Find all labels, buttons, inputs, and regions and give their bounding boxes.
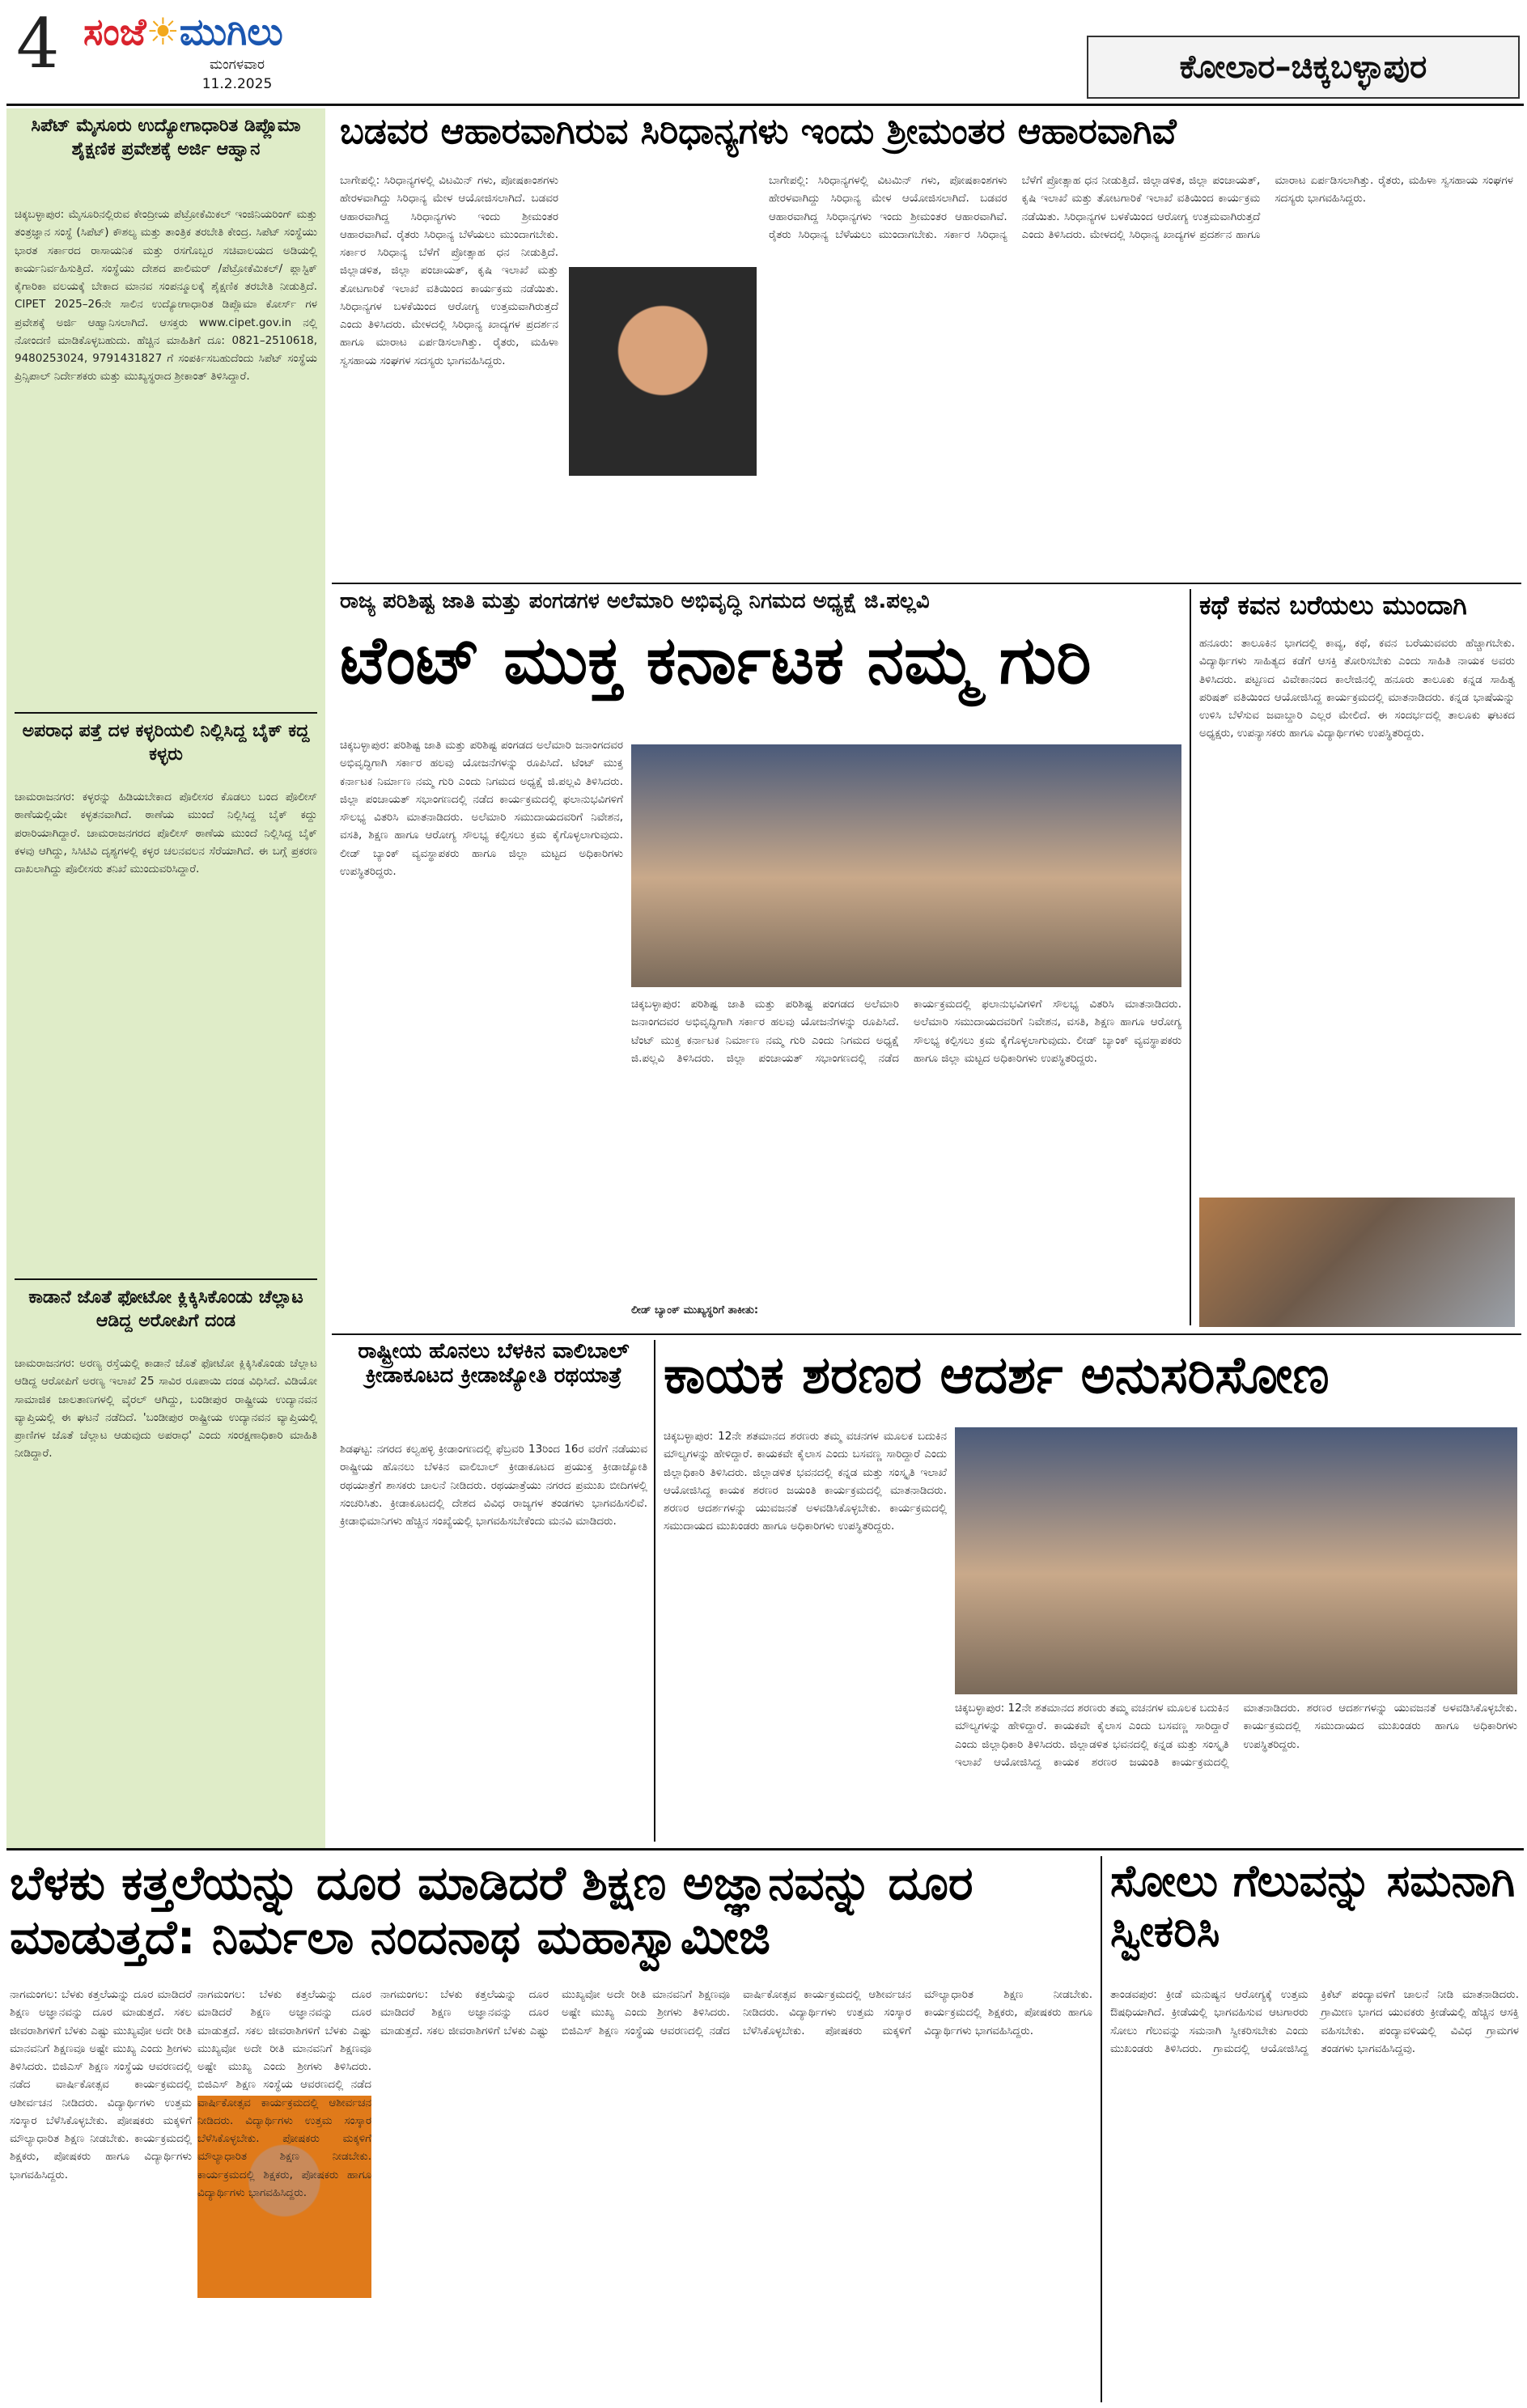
masthead — [6, 5, 1524, 102]
paper-name-part2: ಮುಗಿಲು — [179, 10, 283, 53]
top-story-body-cont: ಬಾಗೇಪಲ್ಲಿ: ಸಿರಿಧಾನ್ಯಗಳಲ್ಲಿ ವಿಟಮಿನ್ ಗಳು, ಪೋಷಕಾಂಶಗಳು ಹೇರಳವಾಗಿದ್ದು ಸಿರಿಧಾನ್ಯ ಮೇಳ ಆಯೋಜಿಸಲಾಗಿದೆ. ಬಡವರ ಆಹಾರವಾಗಿದ್ದ ಸಿರಿಧಾನ್ಯಗಳು ಇಂದು ಶ್ರೀಮಂತರ ಆಹಾರವಾಗಿವೆ. ರೈತರು ಸಿರಿಧಾನ್ಯ ಬೆಳೆಯಲು ಮುಂದಾಗಬೇಕು. ಸರ್ಕಾರ ಸಿರಿಧಾನ್ಯ ಬೆಳೆಗೆ ಪ್ರೋತ್ಸಾಹ ಧನ ನೀಡುತ್ತಿದೆ. ಜಿಲ್ಲಾಡಳಿತ, ಜಿಲ್ಲಾ ಪಂಚಾಯತ್, ಕೃಷಿ ಇಲಾಖೆ ಮತ್ತು ತೋಟಗಾರಿಕೆ ಇಲಾಖೆ ವತಿಯಿಂದ ಕಾರ್ಯಕ್ರಮ ನಡೆಯಿತು. ಸಿರಿಧಾನ್ಯಗಳ ಬಳಕೆಯಿಂದ ಆರೋಗ್ಯ ಉತ್ತಮವಾಗಿರುತ್ತದೆ ಎಂದು ತಿಳಿಸಿದರು. ಮೇಳದಲ್ಲಿ ಸಿರಿಧಾನ್ಯ ಖಾದ್ಯಗಳ ಪ್ರದರ್ಶನ ಹಾಗೂ ಮಾರಾಟ ಏರ್ಪಡಿಸಲಾಗಿತ್ತು. ರೈತರು, ಮಹಿಳಾ ಸ್ವಸಹಾಯ ಸಂಘಗಳ ಸದಸ್ಯರು ಭಾಗವಹಿಸಿದ್ದರು. — [769, 174, 1513, 241]
top-story-headline: ಬಡವರ ಆಹಾರವಾಗಿರುವ ಸಿರಿಧಾನ್ಯಗಳು ಇಂದು ಶ್ರೀಮಂತರ ಆಹಾರವಾಗಿವೆ — [340, 111, 1177, 152]
second-story-body-left: ಚಿಕ್ಕಬಳ್ಳಾಪುರ: ಪರಿಶಿಷ್ಟ ಜಾತಿ ಮತ್ತು ಪರಿಶಿಷ್ಟ ಪಂಗಡದ ಅಲೆಮಾರಿ ಜನಾಂಗದವರ ಅಭಿವೃದ್ಧಿಗಾಗಿ ಸರ್ಕಾರ ಹಲವು ಯೋಜನೆಗಳನ್ನು ರೂಪಿಸಿದೆ. ಟೆಂಟ್ ಮುಕ್ತ ಕರ್ನಾಟಕ ನಿರ್ಮಾಣ ನಮ್ಮ ಗುರಿ ಎಂದು ನಿಗಮದ ಅಧ್ಯಕ್ಷೆ ಜಿ.ಪಲ್ಲವಿ ತಿಳಿಸಿದರು. ಜಿಲ್ಲಾ ಪಂಚಾಯತ್ ಸಭಾಂಗಣದಲ್ಲಿ ನಡೆದ ಕಾರ್ಯಕ್ರಮದಲ್ಲಿ ಫಲಾನುಭವಿಗಳಿಗೆ ಸೌಲಭ್ಯ ವಿತರಿಸಿ ಮಾತನಾಡಿದರು. ಅಲೆಮಾರಿ ಸಮುದಾಯದವರಿಗೆ ನಿವೇಶನ, ವಸತಿ, ಶಿಕ್ಷಣ ಹಾಗೂ ಆರೋಗ್ಯ ಸೌಲಭ್ಯ ಕಲ್ಪಿಸಲು ಕ್ರಮ ಕೈಗೊಳ್ಳಲಾಗುವುದು. ಲೀಡ್ ಬ್ಯಾಂಕ್ ವ್ಯವಸ್ಥಾಪಕರು ಹಾಗೂ ಜಿಲ್ಲಾ ಮಟ್ಟದ ಅಧಿಕಾರಿಗಳು ಉಪಸ್ಥಿತರಿದ್ದರು. — [340, 739, 623, 878]
kayaka-body-left: ಚಿಕ್ಕಬಳ್ಳಾಪುರ: 12ನೇ ಶತಮಾನದ ಶರಣರು ತಮ್ಮ ವಚನಗಳ ಮೂಲಕ ಬದುಕಿನ ಮೌಲ್ಯಗಳನ್ನು ಹೇಳಿದ್ದಾರೆ. ಕಾಯಕವೇ ಕೈಲಾಸ ಎಂದು ಬಸವಣ್ಣ ಸಾರಿದ್ದಾರೆ ಎಂದು ಜಿಲ್ಲಾಧಿಕಾರಿ ತಿಳಿಸಿದರು. ಜಿಲ್ಲಾಡಳಿತ ಭವನದಲ್ಲಿ ಕನ್ನಡ ಮತ್ತು ಸಂಸ್ಕೃತಿ ಇಲಾಖೆ ಆಯೋಜಿಸಿದ್ದ ಕಾಯಕ ಶರಣರ ಜಯಂತಿ ಕಾರ್ಯಕ್ರಮದಲ್ಲಿ ಮಾತನಾಡಿದರು. ಶರಣರ ಆದರ್ಶಗಳನ್ನು ಯುವಜನತೆ ಅಳವಡಿಸಿಕೊಳ್ಳಬೇಕು. ಕಾರ್ಯಕ್ರಮದಲ್ಲಿ ಸಮುದಾಯದ ಮುಖಂಡರು ಹಾಗೂ ಅಧಿಕಾರಿಗಳು ಉಪಸ್ಥಿತರಿದ್ದರು. — [664, 1430, 947, 1533]
bottom-left-body-c: ನಾಗಮಂಗಲ: ಬೆಳಕು ಕತ್ತಲೆಯನ್ನು ದೂರ ಮಾಡಿದರೆ ಶಿಕ್ಷಣ ಅಜ್ಞಾನವನ್ನು ದೂರ ಮಾಡುತ್ತದೆ. ಸಕಲ ಜೀವರಾಶಿಗಳಿಗೆ ಬೆಳಕು ಎಷ್ಟು ಮುಖ್ಯವೋ ಅದೇ ರೀತಿ ಮಾನವನಿಗೆ ಶಿಕ್ಷಣವೂ ಅಷ್ಟೇ ಮುಖ್ಯ ಎಂದು ಶ್ರೀಗಳು ತಿಳಿಸಿದರು. ಬಿಜಿಎಸ್ ಶಿಕ್ಷಣ ಸಂಸ್ಥೆಯ ಆವರಣದಲ್ಲಿ ನಡೆದ ವಾರ್ಷಿಕೋತ್ಸವ ಕಾರ್ಯಕ್ರಮದಲ್ಲಿ ಆಶೀರ್ವಚನ ನೀಡಿದರು. ವಿದ್ಯಾರ್ಥಿಗಳು ಉತ್ತಮ ಸಂಸ್ಕಾರ ಬೆಳೆಸಿಕೊಳ್ಳಬೇಕು. ಪೋಷಕರು ಮಕ್ಕಳಿಗೆ ಮೌಲ್ಯಾಧಾರಿತ ಶಿಕ್ಷಣ ನೀಡಬೇಕು. ಕಾರ್ಯಕ್ರಮದಲ್ಲಿ ಶಿಕ್ಷಕರು, ಪೋಷಕರು ಹಾಗೂ ವಿದ್ಯಾರ್ಥಿಗಳು ಭಾಗವಹಿಸಿದ್ದರು. — [380, 1988, 1092, 2037]
bottom-right-vrule — [1101, 1856, 1102, 2402]
bottom-rule — [6, 1848, 1524, 1851]
paper-name-part1: ಸಂಜೆ — [83, 10, 146, 53]
bottom-right-body: ತಾಂಡವಪುರ: ಕ್ರೀಡೆ ಮನುಷ್ಯನ ಆರೋಗ್ಯಕ್ಕೆ ಉತ್ತಮ ಔಷಧಿಯಾಗಿದೆ. ಕ್ರೀಡೆಯಲ್ಲಿ ಭಾಗವಹಿಸುವ ಆಟಗಾರರು ಸೋಲು ಗೆಲುವನ್ನು ಸಮನಾಗಿ ಸ್ವೀಕರಿಸಬೇಕು ಎಂದು ಮುಖಂಡರು ತಿಳಿಸಿದರು. ಗ್ರಾಮದಲ್ಲಿ ಆಯೋಜಿಸಿದ್ದ ಕ್ರಿಕೆಟ್ ಪಂದ್ಯಾವಳಿಗೆ ಚಾಲನೆ ನೀಡಿ ಮಾತನಾಡಿದರು. ಗ್ರಾಮೀಣ ಭಾಗದ ಯುವಕರು ಕ್ರೀಡೆಯಲ್ಲಿ ಹೆಚ್ಚಿನ ಆಸಕ್ತಿ ವಹಿಸಬೇಕು. ಪಂದ್ಯಾವಳಿಯಲ್ಲಿ ವಿವಿಧ ಗ್ರಾಮಗಳ ತಂಡಗಳು ಭಾಗವಹಿಸಿದ್ದವು. — [1110, 1988, 1519, 2055]
second-story-headline: ಟೆಂಟ್ ಮುಕ್ತ ಕರ್ನಾಟಕ ನಮ್ಮ ಗುರಿ — [340, 622, 1092, 699]
left-item3-body: ಚಾಮರಾಜನಗರ: ಅರಣ್ಯ ರಸ್ತೆಯಲ್ಲಿ ಕಾಡಾನೆ ಜೊತೆ ಫೋಟೋ ಕ್ಲಿಕ್ಕಿಸಿಕೊಂಡು ಚೆಲ್ಲಾಟ ಆಡಿದ್ದ ಆರೋಪಿಗೆ ಅರಣ್ಯ ಇಲಾಖೆ 25 ಸಾವಿರ ರೂಪಾಯಿ ದಂಡ ವಿಧಿಸಿದೆ. ವಿಡಿಯೋ ಸಾಮಾಜಿಕ ಜಾಲತಾಣಗಳಲ್ಲಿ ವೈರಲ್ ಆಗಿದ್ದು, ಬಂಡೀಪುರ ರಾಷ್ಟ್ರೀಯ ಉದ್ಯಾನವನ ವ್ಯಾಪ್ತಿಯಲ್ಲಿ ಈ ಘಟನೆ ನಡೆದಿದೆ. 'ಬಂಡೀಪುರ ರಾಷ್ಟ್ರೀಯ ಉದ್ಯಾನವನ ವ್ಯಾಪ್ತಿಯಲ್ಲಿ ಪ್ರಾಣಿಗಳ ಜೊತೆ ಚೆಲ್ಲಾಟ ಆಡುವುದು ಅಪರಾಧ' ಎಂದು ಸಂರಕ್ಷಣಾಧಿಕಾರಿ ಮಾಹಿತಿ ನೀಡಿದ್ದಾರೆ. — [15, 1357, 317, 1460]
second-story-kicker: ರಾಜ್ಯ ಪರಿಶಿಷ್ಟ ಜಾತಿ ಮತ್ತು ಪಂಗಡಗಳ ಅಲೆಮಾರಿ ಅಭಿವೃದ್ಧಿ ನಿಗಮದ ಅಧ್ಯಕ್ಷೆ ಜಿ.ಪಲ್ಲವಿ — [340, 589, 930, 613]
left-column — [6, 108, 325, 1848]
paper-name — [83, 10, 326, 58]
second-story-photo — [631, 744, 1181, 987]
top-story-rule — [332, 583, 1521, 584]
right-story-body: ಹನೂರು: ತಾಲೂಕಿನ ಭಾಗದಲ್ಲಿ ಕಾವ್ಯ, ಕಥೆ, ಕವನ ಬರೆಯುವವರು ಹೆಚ್ಚಾಗಬೇಕು. ವಿದ್ಯಾರ್ಥಿಗಳು ಸಾಹಿತ್ಯದ ಕಡೆಗೆ ಆಸಕ್ತಿ ತೋರಿಸಬೇಕು ಎಂದು ಸಾಹಿತಿ ನಾಯಕ ಅವರು ತಿಳಿಸಿದರು. ಪಟ್ಟಣದ ವಿವೇಕಾನಂದ ಕಾಲೇಜಿನಲ್ಲಿ ಹನೂರು ತಾಲೂಕು ಕನ್ನಡ ಸಾಹಿತ್ಯ ಪರಿಷತ್ ವತಿಯಿಂದ ಆಯೋಜಿಸಿದ್ದ ಕಾರ್ಯಕ್ರಮದಲ್ಲಿ ಮಾತನಾಡಿದರು. ಕನ್ನಡ ಭಾಷೆಯನ್ನು ಉಳಿಸಿ ಬೆಳೆಸುವ ಜವಾಬ್ದಾರಿ ಎಲ್ಲರ ಮೇಲಿದೆ. ಈ ಸಂದರ್ಭದಲ್ಲಿ ತಾಲೂಕು ಘಟಕದ ಅಧ್ಯಕ್ಷರು, ಉಪನ್ಯಾಸಕರು ಹಾಗೂ ವಿದ್ಯಾರ್ಥಿಗಳು ಉಪಸ್ಥಿತರಿದ್ದರು. — [1199, 637, 1515, 740]
left-item3-title: ಕಾಡಾನೆ ಜೊತೆ ಫೋಟೋ ಕ್ಲಿಕ್ಕಿಸಿಕೊಂಡು ಚೆಲ್ಲಾಟ ಆಡಿದ್ದ ಅರೋಪಿಗೆ ದಂಡ — [28, 1287, 303, 1331]
bottom-left-headline: ಬೆಳಕು ಕತ್ತಲೆಯನ್ನು ದೂರ ಮಾಡಿದರೆ ಶಿಕ್ಷಣ ಅಜ್ಞಾನವನ್ನು ದೂರ ಮಾಡುತ್ತದೆ: ನಿರ್ಮಲಾ ನಂದನಾಥ ಮಹಾಸ್ವಾಮೀಜಿ — [10, 1855, 973, 1965]
second-story-caption: ಲೀಡ್ ಬ್ಯಾಂಕ್ ಮುಖ್ಯಸ್ಥರಿಗೆ ತಾಕೀತು: — [631, 1304, 759, 1316]
bottom-left-body-b: ನಾಗಮಂಗಲ: ಬೆಳಕು ಕತ್ತಲೆಯನ್ನು ದೂರ ಮಾಡಿದರೆ ಶಿಕ್ಷಣ ಅಜ್ಞಾನವನ್ನು ದೂರ ಮಾಡುತ್ತದೆ. ಸಕಲ ಜೀವರಾಶಿಗಳಿಗೆ ಬೆಳಕು ಎಷ್ಟು ಮುಖ್ಯವೋ ಅದೇ ರೀತಿ ಮಾನವನಿಗೆ ಶಿಕ್ಷಣವೂ ಅಷ್ಟೇ ಮುಖ್ಯ ಎಂದು ಶ್ರೀಗಳು ತಿಳಿಸಿದರು. ಬಿಜಿಎಸ್ ಶಿಕ್ಷಣ ಸಂಸ್ಥೆಯ ಆವರಣದಲ್ಲಿ ನಡೆದ ವಾರ್ಷಿಕೋತ್ಸವ ಕಾರ್ಯಕ್ರಮದಲ್ಲಿ ಆಶೀರ್ವಚನ ನೀಡಿದರು. ವಿದ್ಯಾರ್ಥಿಗಳು ಉತ್ತಮ ಸಂಸ್ಕಾರ ಬೆಳೆಸಿಕೊಳ್ಳಬೇಕು. ಪೋಷಕರು ಮಕ್ಕಳಿಗೆ ಮೌಲ್ಯಾಧಾರಿತ ಶಿಕ್ಷಣ ನೀಡಬೇಕು. ಕಾರ್ಯಕ್ರಮದಲ್ಲಿ ಶಿಕ್ಷಕರು, ಪೋಷಕರು ಹಾಗೂ ವಿದ್ಯಾರ್ಥಿಗಳು ಭಾಗವಹಿಸಿದ್ದರು. — [197, 1988, 371, 2199]
volleyball-body: ಶಿಡಘಟ್ಟ: ನಗರದ ಕಲ್ವಹಳ್ಳಿ ಕ್ರೀಡಾಂಗಣದಲ್ಲಿ ಫೆಬ್ರವರಿ 13ರಿಂದ 16ರ ವರೆಗೆ ನಡೆಯುವ ರಾಷ್ಟ್ರೀಯ ಹೊನಲು ಬೆಳಕಿನ ವಾಲಿಬಾಲ್ ಕ್ರೀಡಾಕೂಟದ ಪ್ರಯುಕ್ತ ಕ್ರೀಡಾಜ್ಯೋತಿ ರಥಯಾತ್ರೆಗೆ ಶಾಸಕರು ಚಾಲನೆ ನೀಡಿದರು. ರಥಯಾತ್ರೆಯು ನಗರದ ಪ್ರಮುಖ ಬೀದಿಗಳಲ್ಲಿ ಸಂಚರಿಸಿತು. ಕ್ರೀಡಾಕೂಟದಲ್ಲಿ ದೇಶದ ವಿವಿಧ ರಾಜ್ಯಗಳ ತಂಡಗಳು ಭಾಗವಹಿಸಲಿವೆ. ಕ್ರೀಡಾಭಿಮಾನಿಗಳು ಹೆಚ್ಚಿನ ಸಂಖ್ಯೆಯಲ್ಲಿ ಭಾಗವಹಿಸಬೇಕೆಂದು ಮನವಿ ಮಾಡಿದರು. — [340, 1443, 647, 1528]
bottom-left-body-a: ನಾಗಮಂಗಲ: ಬೆಳಕು ಕತ್ತಲೆಯನ್ನು ದೂರ ಮಾಡಿದರೆ ಶಿಕ್ಷಣ ಅಜ್ಞಾನವನ್ನು ದೂರ ಮಾಡುತ್ತದೆ. ಸಕಲ ಜೀವರಾಶಿಗಳಿಗೆ ಬೆಳಕು ಎಷ್ಟು ಮುಖ್ಯವೋ ಅದೇ ರೀತಿ ಮಾನವನಿಗೆ ಶಿಕ್ಷಣವೂ ಅಷ್ಟೇ ಮುಖ್ಯ ಎಂದು ಶ್ರೀಗಳು ತಿಳಿಸಿದರು. ಬಿಜಿಎಸ್ ಶಿಕ್ಷಣ ಸಂಸ್ಥೆಯ ಆವರಣದಲ್ಲಿ ನಡೆದ ವಾರ್ಷಿಕೋತ್ಸವ ಕಾರ್ಯಕ್ರಮದಲ್ಲಿ ಆಶೀರ್ವಚನ ನೀಡಿದರು. ವಿದ್ಯಾರ್ಥಿಗಳು ಉತ್ತಮ ಸಂಸ್ಕಾರ ಬೆಳೆಸಿಕೊಳ್ಳಬೇಕು. ಪೋಷಕರು ಮಕ್ಕಳಿಗೆ ಮೌಲ್ಯಾಧಾರಿತ ಶಿಕ್ಷಣ ನೀಡಬೇಕು. ಕಾರ್ಯಕ್ರಮದಲ್ಲಿ ಶಿಕ್ಷಕರು, ಪೋಷಕರು ಹಾಗೂ ವಿದ್ಯಾರ್ಥಿಗಳು ಭಾಗವಹಿಸಿದ್ದರು. — [10, 1988, 192, 2181]
issue-date: 11.2.2025 — [201, 76, 273, 92]
left-item2-body: ಚಾಮರಾಜನಗರ: ಕಳ್ಳರನ್ನು ಹಿಡಿಯಬೇಕಾದ ಪೊಲೀಸರ ಕೊಡಲು ಬಂದ ಪೊಲೀಸ್ ಠಾಣೆಯಲ್ಲಿಯೇ ಕಳ್ಳತನವಾಗಿದೆ. ಠಾಣೆಯ ಮುಂದೆ ನಿಲ್ಲಿಸಿದ್ದ ಬೈಕ್ ಕದ್ದು ಪರಾರಿಯಾಗಿದ್ದಾರೆ. ಚಾಮರಾಜನಗರದ ಪೊಲೀಸ್ ಠಾಣೆಯ ಮುಂದೆ ನಿಲ್ಲಿಸಿದ್ದ ಬೈಕ್ ಕಳವು ಆಗಿದ್ದು, ಸಿಸಿಟಿವಿ ದೃಶ್ಯಗಳಲ್ಲಿ ಕಳ್ಳರ ಚಲನವಲನ ಸೆರೆಯಾಗಿದೆ. ಈ ಬಗ್ಗೆ ಪ್ರಕರಣ ದಾಖಲಾಗಿದ್ದು ಪೊಲೀಸರು ತನಿಖೆ ಮುಂದುವರಿಸಿದ್ದಾರೆ. — [15, 791, 317, 876]
left-item1-title: ಸಿಪೆಟ್ ಮೈಸೂರು ಉದ್ಯೋಗಾಧಾರಿತ ಡಿಪ್ಲೊಮಾ ಶೈಕ್ಷಣಿಕ ಪ್ರವೇಶಕ್ಕೆ ಅರ್ಜಿ ಆಹ್ವಾನ — [31, 116, 301, 159]
right-story-headline: ಕಥೆ ಕವನ ಬರೆಯಲು ಮುಂದಾಗಿ — [1199, 590, 1467, 621]
volleyball-vrule — [654, 1340, 655, 1842]
left-divider-1 — [15, 712, 317, 714]
top-story-photo — [569, 267, 757, 476]
second-story-body-right: ಚಿಕ್ಕಬಳ್ಳಾಪುರ: ಪರಿಶಿಷ್ಟ ಜಾತಿ ಮತ್ತು ಪರಿಶಿಷ್ಟ ಪಂಗಡದ ಅಲೆಮಾರಿ ಜನಾಂಗದವರ ಅಭಿವೃದ್ಧಿಗಾಗಿ ಸರ್ಕಾರ ಹಲವು ಯೋಜನೆಗಳನ್ನು ರೂಪಿಸಿದೆ. ಟೆಂಟ್ ಮುಕ್ತ ಕರ್ನಾಟಕ ನಿರ್ಮಾಣ ನಮ್ಮ ಗುರಿ ಎಂದು ನಿಗಮದ ಅಧ್ಯಕ್ಷೆ ಜಿ.ಪಲ್ಲವಿ ತಿಳಿಸಿದರು. ಜಿಲ್ಲಾ ಪಂಚಾಯತ್ ಸಭಾಂಗಣದಲ್ಲಿ ನಡೆದ ಕಾರ್ಯಕ್ರಮದಲ್ಲಿ ಫಲಾನುಭವಿಗಳಿಗೆ ಸೌಲಭ್ಯ ವಿತರಿಸಿ ಮಾತನಾಡಿದರು. ಅಲೆಮಾರಿ ಸಮುದಾಯದವರಿಗೆ ನಿವೇಶನ, ವಸತಿ, ಶಿಕ್ಷಣ ಹಾಗೂ ಆರೋಗ್ಯ ಸೌಲಭ್ಯ ಕಲ್ಪಿಸಲು ಕ್ರಮ ಕೈಗೊಳ್ಳಲಾಗುವುದು. ಲೀಡ್ ಬ್ಯಾಂಕ್ ವ್ಯವಸ್ಥಾಪಕರು ಹಾಗೂ ಜಿಲ್ಲಾ ಮಟ್ಟದ ಅಧಿಕಾರಿಗಳು ಉಪಸ್ಥಿತರಿದ್ದರು. — [631, 998, 1181, 1065]
kayaka-headline: ಕಾಯಕ ಶರಣರ ಆದರ್ಶ ಅನುಸರಿಸೋಣ — [664, 1346, 1330, 1405]
left-item2-title: ಅಪರಾಧ ಪತ್ತೆ ದಳ ಕಳ್ಳರಿಯಲಿ ನಿಲ್ಲಿಸಿದ್ದ ಬೈಕ್ ಕದ್ದ ಕಳ್ಳರು — [22, 721, 310, 765]
middle-rule — [332, 1333, 1521, 1335]
weekday: ಮಂಗಳವಾರ — [209, 57, 265, 73]
bottom-right-headline: ಸೋಲು ಗೆಲುವನ್ನು ಸಮನಾಗಿ ಸ್ವೀಕರಿಸಿ — [1110, 1855, 1516, 1957]
left-item1-body: ಚಿಕ್ಕಬಳ್ಳಾಪುರ: ಮೈಸೂರಿನಲ್ಲಿರುವ ಕೇಂದ್ರೀಯ ಪೆಟ್ರೋಕೆಮಿಕಲ್ ಇಂಜಿನಿಯರಿಂಗ್ ಮತ್ತು ತಂತ್ರಜ್ಞಾನ ಸಂಸ್ಥೆ (ಸಿಪೆಟ್) ಕೌಶಲ್ಯ ಮತ್ತು ತಾಂತ್ರಿಕ ತರಬೇತಿ ಕೇಂದ್ರ. ಸಿಪೆಟ್ ಸಂಸ್ಥೆಯು ಭಾರತ ಸರ್ಕಾರದ ರಾಸಾಯನಿಕ ಮತ್ತು ರಸಗೊಬ್ಬರ ಸಚಿವಾಲಯದ ಅಡಿಯಲ್ಲಿ ಕಾರ್ಯನಿರ್ವಹಿಸುತ್ತಿದೆ. ಸಂಸ್ಥೆಯು ದೇಶದ ಪಾಲಿಮರ್ /ಪೆಟ್ರೋಕೆಮಿಕಲ್/ ಪ್ಲಾಸ್ಟಿಕ್ ಕೈಗಾರಿಕಾ ವಲಯಕ್ಕೆ ಬೇಕಾದ ಮಾನವ ಸಂಪನ್ಮೂಲಕ್ಕೆ ಶೈಕ್ಷಣಿಕ ತರಬೇತಿ ನೀಡುತ್ತಿದೆ. CIPET 2025–26ನೇ ಸಾಲಿನ ಉದ್ಯೋಗಾಧಾರಿತ ಡಿಪ್ಲೊಮಾ ಕೋರ್ಸ್ ಗಳ ಪ್ರವೇಶಕ್ಕೆ ಅರ್ಜಿ ಆಹ್ವಾನಿಸಲಾಗಿದೆ. ಆಸಕ್ತರು www.cipet.gov.in ನಲ್ಲಿ ನೋಂದಣಿ ಮಾಡಿಕೊಳ್ಳಬಹುದು. ಹೆಚ್ಚಿನ ಮಾಹಿತಿಗೆ ದೂ: 0821–2510618, 9480253024, 9791431827 ಗೆ ಸಂಪರ್ಕಿಸಬಹುದೆಂದು ಸಿಪೆಟ್ ಸಂಸ್ಥೆಯ ಪ್ರಿನ್ಸಿಪಾಲ್ ನಿರ್ದೇಶಕರು ಮತ್ತು ಮುಖ್ಯಸ್ಥರಾದ ಶ್ರೀಕಾಂತ್ ತಿಳಿಸಿದ್ದಾರೆ. — [15, 208, 317, 384]
page-number: 4 — [16, 4, 60, 83]
sun-logo-icon: ☀ — [146, 10, 180, 53]
kayaka-photo — [955, 1427, 1517, 1694]
region-banner: ಕೋಲಾರ–ಚಿಕ್ಕಬಳ್ಳಾಪುರ — [1087, 36, 1520, 99]
right-story-vrule — [1190, 589, 1191, 1325]
left-divider-2 — [15, 1278, 317, 1280]
masthead-rule — [6, 104, 1524, 106]
volleyball-headline: ರಾಷ್ಟ್ರೀಯ ಹೊನಲು ಬೆಳಕಿನ ವಾಲಿಬಾಲ್ ಕ್ರೀಡಾಕೂಟದ ಕ್ರೀಡಾಜ್ಯೋತಿ ರಥಯಾತ್ರೆ — [358, 1339, 630, 1388]
top-story-body: ಬಾಗೇಪಲ್ಲಿ: ಸಿರಿಧಾನ್ಯಗಳಲ್ಲಿ ವಿಟಮಿನ್ ಗಳು, ಪೋಷಕಾಂಶಗಳು ಹೇರಳವಾಗಿದ್ದು ಸಿರಿಧಾನ್ಯ ಮೇಳ ಆಯೋಜಿಸಲಾಗಿದೆ. ಬಡವರ ಆಹಾರವಾಗಿದ್ದ ಸಿರಿಧಾನ್ಯಗಳು ಇಂದು ಶ್ರೀಮಂತರ ಆಹಾರವಾಗಿವೆ. ರೈತರು ಸಿರಿಧಾನ್ಯ ಬೆಳೆಯಲು ಮುಂದಾಗಬೇಕು. ಸರ್ಕಾರ ಸಿರಿಧಾನ್ಯ ಬೆಳೆಗೆ ಪ್ರೋತ್ಸಾಹ ಧನ ನೀಡುತ್ತಿದೆ. ಜಿಲ್ಲಾಡಳಿತ, ಜಿಲ್ಲಾ ಪಂಚಾಯತ್, ಕೃಷಿ ಇಲಾಖೆ ಮತ್ತು ತೋಟಗಾರಿಕೆ ಇಲಾಖೆ ವತಿಯಿಂದ ಕಾರ್ಯಕ್ರಮ ನಡೆಯಿತು. ಸಿರಿಧಾನ್ಯಗಳ ಬಳಕೆಯಿಂದ ಆರೋಗ್ಯ ಉತ್ತಮವಾಗಿರುತ್ತದೆ ಎಂದು ತಿಳಿಸಿದರು. ಮೇಳದಲ್ಲಿ ಸಿರಿಧಾನ್ಯ ಖಾದ್ಯಗಳ ಪ್ರದರ್ಶನ ಹಾಗೂ ಮಾರಾಟ ಏರ್ಪಡಿಸಲಾಗಿತ್ತು. ರೈತರು, ಮಹಿಳಾ ಸ್ವಸಹಾಯ ಸಂಘಗಳ ಸದಸ್ಯರು ಭಾಗವಹಿಸಿದ್ದರು. — [340, 174, 558, 367]
right-story-photo — [1199, 1198, 1515, 1327]
kayaka-body-right: ಚಿಕ್ಕಬಳ್ಳಾಪುರ: 12ನೇ ಶತಮಾನದ ಶರಣರು ತಮ್ಮ ವಚನಗಳ ಮೂಲಕ ಬದುಕಿನ ಮೌಲ್ಯಗಳನ್ನು ಹೇಳಿದ್ದಾರೆ. ಕಾಯಕವೇ ಕೈಲಾಸ ಎಂದು ಬಸವಣ್ಣ ಸಾರಿದ್ದಾರೆ ಎಂದು ಜಿಲ್ಲಾಧಿಕಾರಿ ತಿಳಿಸಿದರು. ಜಿಲ್ಲಾಡಳಿತ ಭವನದಲ್ಲಿ ಕನ್ನಡ ಮತ್ತು ಸಂಸ್ಕೃತಿ ಇಲಾಖೆ ಆಯೋಜಿಸಿದ್ದ ಕಾಯಕ ಶರಣರ ಜಯಂತಿ ಕಾರ್ಯಕ್ರಮದಲ್ಲಿ ಮಾತನಾಡಿದರು. ಶರಣರ ಆದರ್ಶಗಳನ್ನು ಯುವಜನತೆ ಅಳವಡಿಸಿಕೊಳ್ಳಬೇಕು. ಕಾರ್ಯಕ್ರಮದಲ್ಲಿ ಸಮುದಾಯದ ಮುಖಂಡರು ಹಾಗೂ ಅಧಿಕಾರಿಗಳು ಉಪಸ್ಥಿತರಿದ್ದರು. — [955, 1702, 1517, 1769]
